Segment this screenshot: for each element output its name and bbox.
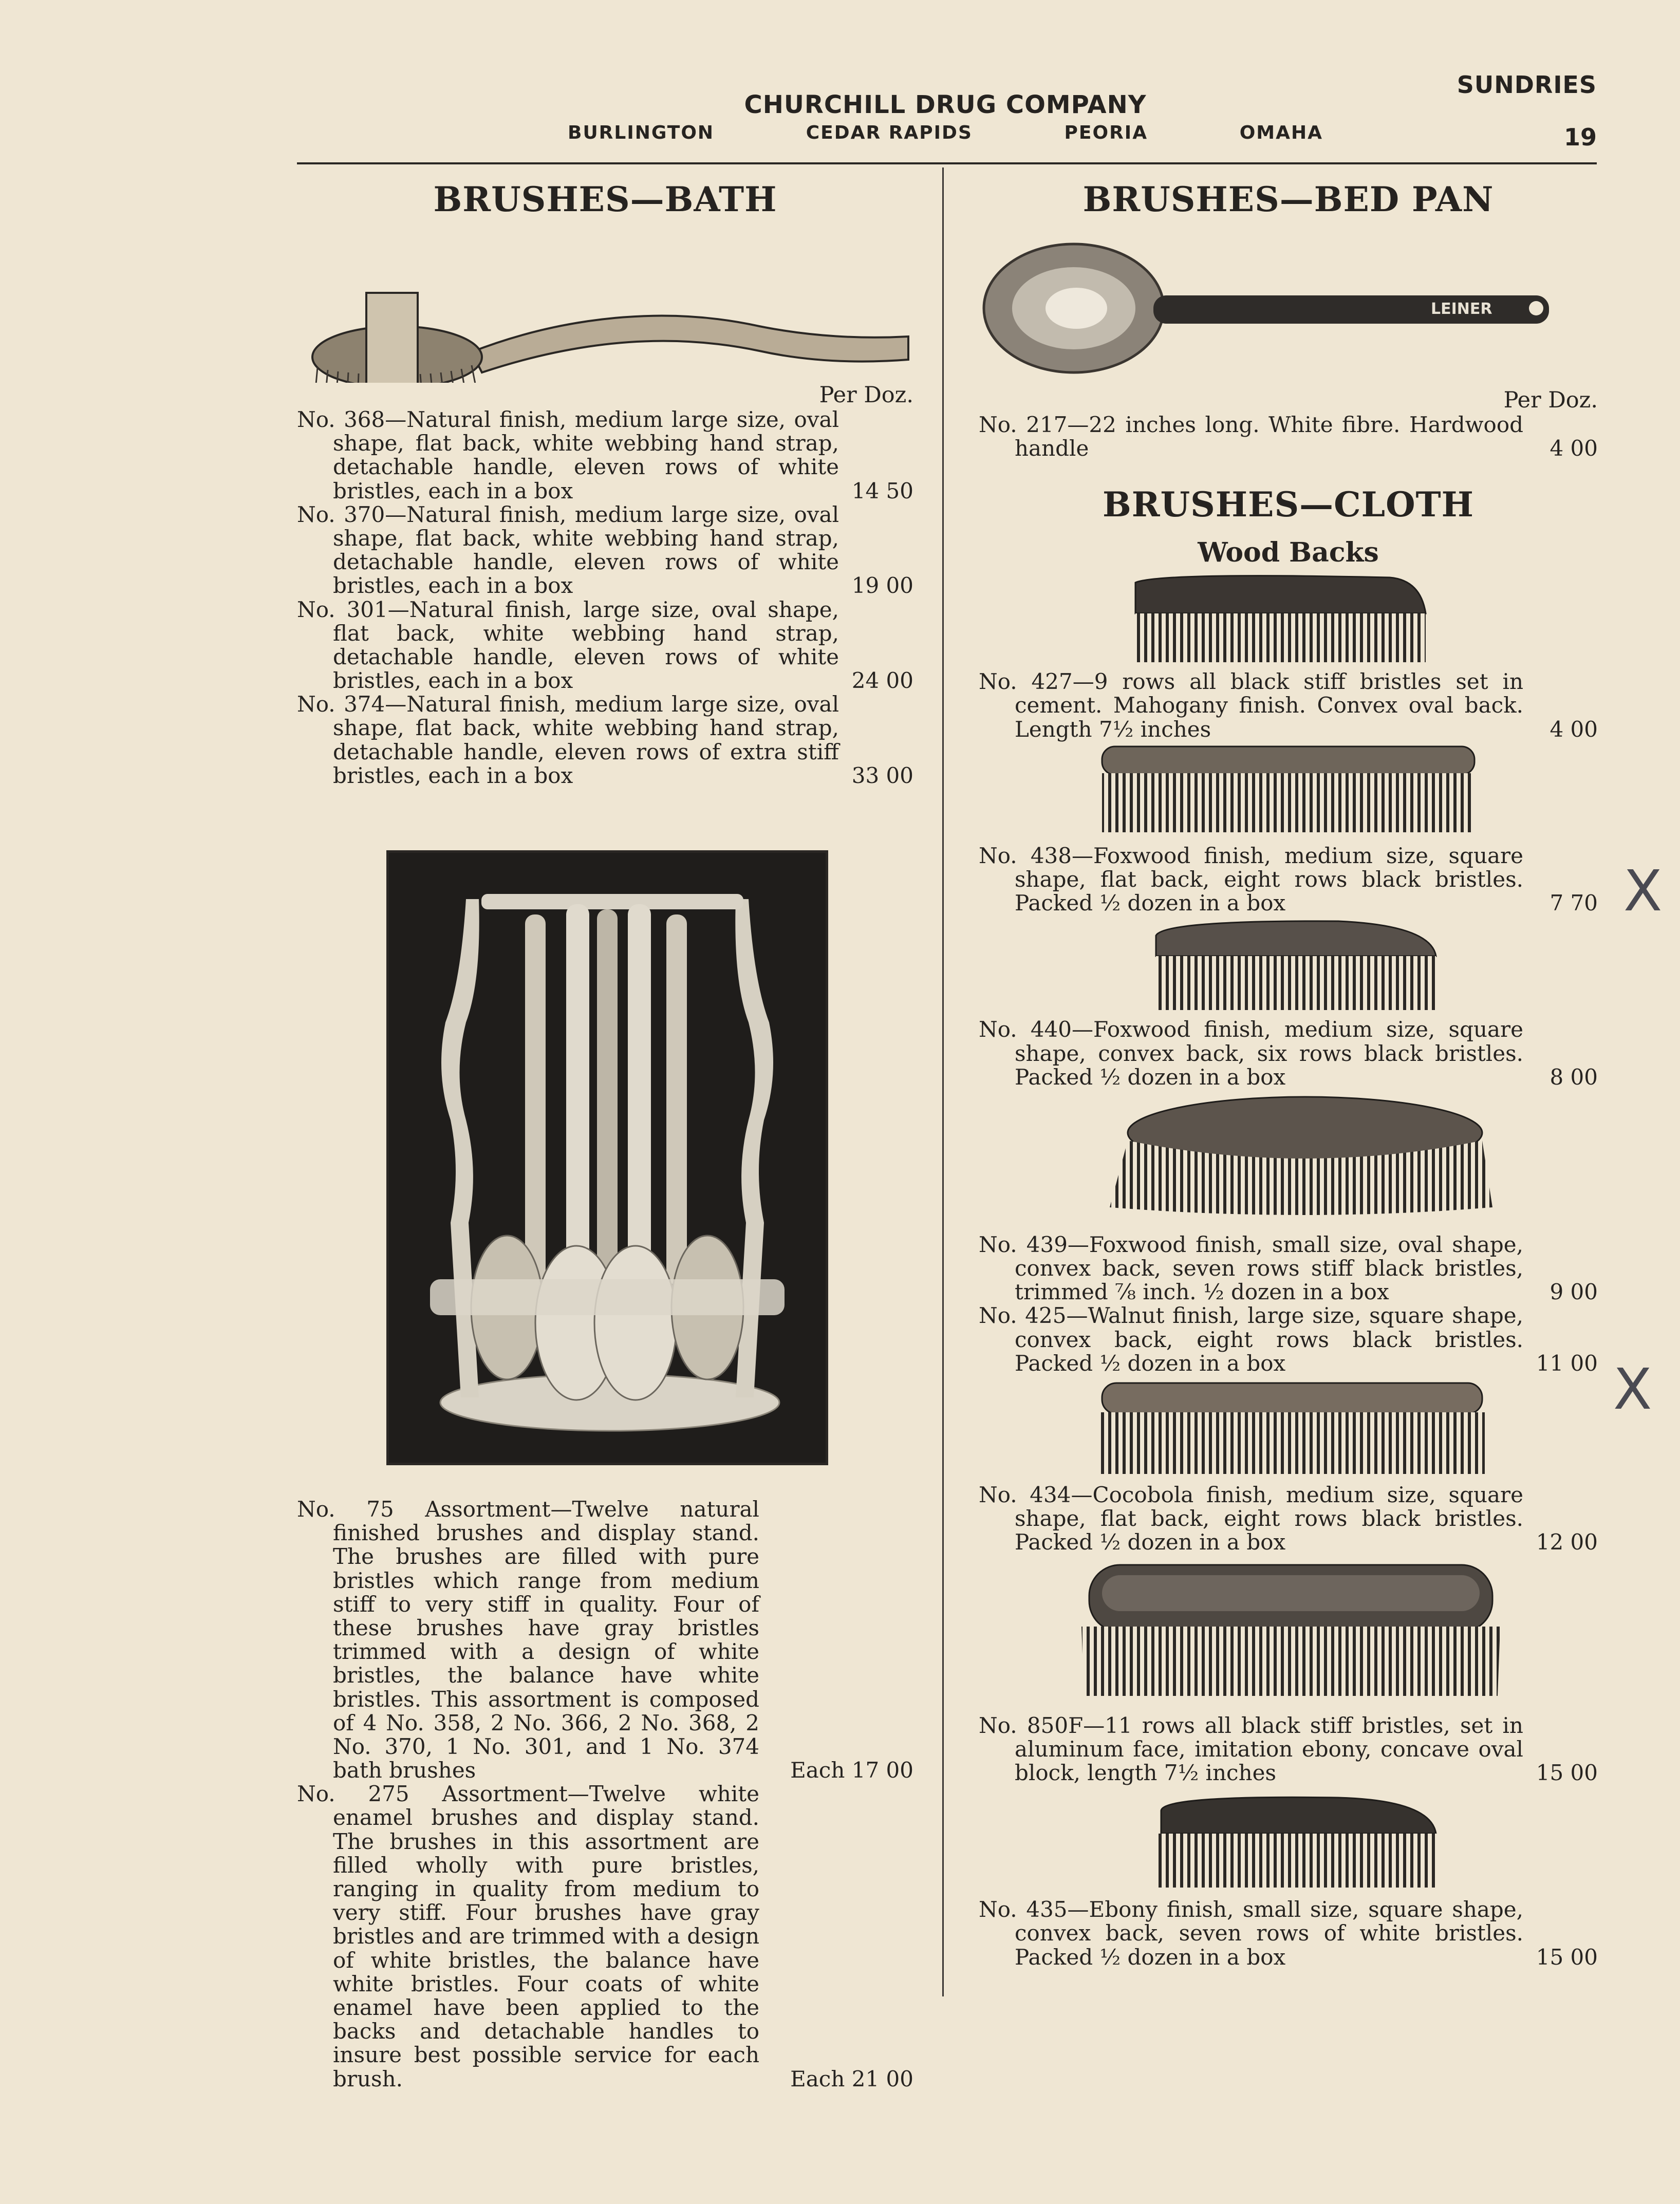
cloth-item-425: [979, 1304, 1598, 1375]
price-unit: Each: [790, 2066, 845, 2091]
item-description: No. 427—9 rows all black stiff bristles set in cement. Mahogany finish. Convex oval back. Length 7½ inches: [979, 669, 1523, 742]
item-description: No. 217—22 inches long. White fibre. Hardwood handle: [979, 412, 1523, 461]
city-list: [568, 122, 1323, 143]
item-price: 7 70: [1550, 890, 1598, 916]
brush-435-icon: [979, 1785, 1598, 1898]
bath-brushes-title: BRUSHES—BATH: [433, 179, 777, 219]
item-description: No. 275 Assortment—Twelve white enamel brushes and display stand. The brushes in this assortment are filled wholly with pure bristles, ranging in quality from medium to very stiff. Four brushes have gray bristles and are trimmed with a design of white bristles, the balance have white bristles. Four coats of white enamel have been applied to the backs and detachable handles to insure best possible service for each brush.: [297, 1781, 759, 2091]
bed-pan-per-doz-label: Per Doz.: [1503, 387, 1598, 413]
bath-item-368: [297, 408, 913, 503]
item-price: 4 00: [1550, 436, 1598, 461]
item-price: 33 00: [851, 762, 913, 788]
price-unit: Each: [790, 1758, 845, 1783]
item-description: No. 435—Ebony finish, small size, square shape, convex back, seven rows of white bristles. Packed ½ dozen in a box: [979, 1897, 1523, 1970]
item-description: No. 425—Walnut finish, large size, square shape, convex back, eight rows black bristles. Packed ½ dozen in a box: [979, 1303, 1523, 1376]
right-column: [979, 175, 1598, 1969]
cloth-brushes-title: BRUSHES—CLOTH: [1102, 484, 1474, 525]
item-description: No. 438—Foxwood finish, medium size, square shape, flat back, eight rows black bristles. Packed ½ dozen in a box: [979, 843, 1523, 916]
cloth-brush-438-image: [979, 741, 1598, 844]
item-description: No. 439—Foxwood finish, small size, oval shape, convex back, seven rows stiff black bristles, trimmed ⅞ inch. ½ dozen in a box: [979, 1231, 1523, 1305]
bed-pan-brush-illustration: [979, 218, 1598, 388]
company-name: CHURCHILL DRUG COMPANY: [744, 90, 1147, 119]
cloth-brush-427-image: [979, 567, 1598, 670]
bath-per-doz-label: Per Doz.: [819, 382, 913, 408]
assortment-75: [297, 1498, 913, 1782]
item-description: No. 301—Natural finish, large size, oval shape, flat back, white webbing hand strap, detachable handle, eleven rows of white bristles, each in a box: [297, 596, 839, 694]
bed-pan-item-217: [979, 413, 1598, 460]
item-price-group: [759, 2067, 913, 2091]
city-burlington: BURLINGTON: [568, 122, 715, 143]
assortment-list: [297, 1498, 913, 2091]
item-description: No. 434—Cocobola finish, medium size, square shape, flat back, eight rows black bristles. Packed ½ dozen in a box: [979, 1482, 1523, 1555]
brush-850f-icon: [979, 1555, 1598, 1714]
cloth-item-427: [979, 670, 1598, 741]
item-price: 19 00: [851, 573, 913, 599]
item-description: No. 374—Natural finish, medium large size, oval shape, flat back, white webbing hand strap, detachable handle, eleven rows of extra stiff bristles, each in a box: [297, 692, 839, 788]
item-description: No. 370—Natural finish, medium large size, oval shape, flat back, white webbing hand strap, detachable handle, eleven rows of white bristles, each in a box: [297, 501, 839, 599]
display-stand-image: [389, 853, 826, 1463]
brush-440-icon: [979, 915, 1598, 1018]
cloth-item-439: [979, 1233, 1598, 1304]
cloth-brush-435-image: [979, 1785, 1598, 1898]
cloth-item-440: [979, 1018, 1598, 1089]
item-price: 14 50: [851, 478, 913, 503]
city-omaha: OMAHA: [1239, 122, 1323, 143]
section-label: SUNDRIES: [1457, 71, 1597, 99]
bath-brush-illustration: [297, 218, 913, 383]
cloth-brush-439-image: [979, 1089, 1598, 1233]
item-description: No. 440—Foxwood finish, medium size, square shape, convex back, six rows black bristles. Packed ½ dozen in a box: [979, 1017, 1523, 1090]
item-description: No. 850F—11 rows all black stiff bristles, set in aluminum face, imitation ebony, concave oval block, length 7½ inches: [979, 1712, 1523, 1785]
item-price: 15 00: [1536, 1760, 1598, 1785]
bath-item-370: [297, 503, 913, 598]
cloth-brush-440-image: [979, 915, 1598, 1018]
cloth-item-438: [979, 844, 1598, 916]
page-number: 19: [1563, 123, 1597, 151]
bed-pan-brush-image: [979, 218, 1598, 388]
assortment-275: [297, 1782, 913, 2090]
brush-438-icon: [979, 741, 1598, 844]
item-price: 11 00: [1536, 1350, 1598, 1376]
bed-pan-title: BRUSHES—BED PAN: [1082, 179, 1494, 219]
bath-item-301: [297, 598, 913, 693]
cloth-brush-434-image: [979, 1375, 1598, 1483]
item-price-group: [759, 1759, 913, 1782]
pencil-mark-x: X: [1613, 1356, 1652, 1422]
pencil-mark-x: X: [1623, 858, 1663, 924]
item-description: No. 75 Assortment—Twelve natural finished brushes and display stand. The brushes are filled with pure bristles which range from medium stiff to very stiff in quality. Four of these brushes have gray bristles trimmed with a design of white bristles, the balance have white bristles. This assortment is composed of 4 No. 358, 2 No. 366, 2 No. 368, 2 No. 370, 1 No. 301, and 1 No. 374 bath brushes: [297, 1497, 759, 1783]
item-price: 9 00: [1550, 1279, 1598, 1305]
item-price: 21 00: [851, 2066, 913, 2091]
brush-439-icon: [979, 1089, 1598, 1233]
cloth-brush-850f-image: [979, 1555, 1598, 1714]
brush-427-icon: [979, 567, 1598, 670]
cloth-item-434: [979, 1483, 1598, 1555]
cloth-item-435: [979, 1898, 1598, 1969]
item-price: 8 00: [1550, 1064, 1598, 1090]
bath-brush-image: [297, 218, 913, 383]
display-stand-photo: [386, 850, 828, 1465]
item-price: 17 00: [851, 1758, 913, 1783]
left-column: [297, 175, 913, 788]
item-description: No. 368—Natural finish, medium large size, oval shape, flat back, white webbing hand strap, detachable handle, eleven rows of white bristles, each in a box: [297, 407, 839, 503]
bath-item-374: [297, 693, 913, 788]
item-price: 15 00: [1536, 1944, 1598, 1970]
item-price: 4 00: [1550, 716, 1598, 742]
cloth-item-850f: [979, 1714, 1598, 1785]
handle-label: LEINER: [1431, 300, 1492, 318]
city-peoria: PEORIA: [1064, 122, 1148, 143]
city-cedar-rapids: CEDAR RAPIDS: [806, 122, 973, 143]
item-price: 12 00: [1536, 1529, 1598, 1555]
item-price: 24 00: [851, 668, 913, 694]
header-rule: [297, 162, 1597, 164]
brush-434-icon: [979, 1375, 1598, 1483]
wood-backs-subtitle: Wood Backs: [1198, 537, 1379, 568]
column-divider: [942, 167, 944, 1996]
